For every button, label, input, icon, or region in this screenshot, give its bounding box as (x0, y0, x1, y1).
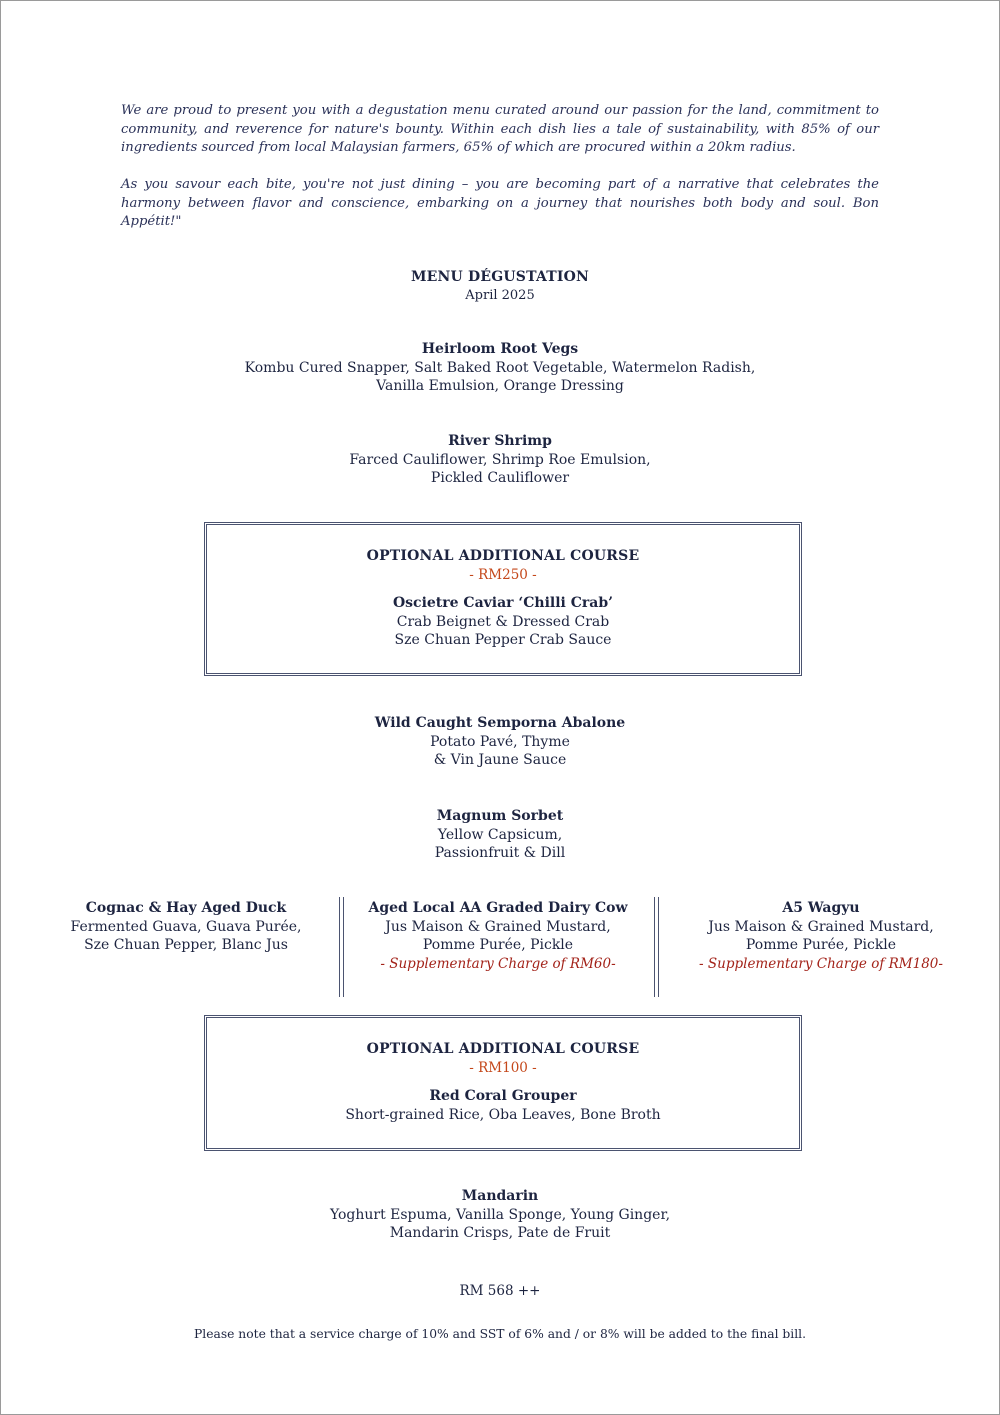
dish-description: Fermented Guava, Guava Purée, (70, 918, 302, 935)
price-text: RM 568 ++ (459, 1283, 541, 1299)
dish-description: Jus Maison & Grained Mustard, (708, 918, 934, 935)
dish-description: Jus Maison & Grained Mustard, (385, 918, 611, 935)
dish-description: Vanilla Emulsion, Orange Dressing (376, 378, 624, 394)
intro-text (121, 102, 879, 232)
dish-name: Oscietre Caviar ‘Chilli Crab’ (392, 595, 614, 611)
dish-description: Pickled Cauliflower (430, 470, 570, 486)
dish-name: Magnum Sorbet (436, 808, 564, 824)
dish-description: Crab Beignet & Dressed Crab (396, 613, 610, 630)
supplementary-charge: - Supplementary Charge of RM60- (380, 955, 616, 972)
dish-name: Mandarin (461, 1188, 539, 1204)
main-option-a5-wagyu (661, 899, 981, 973)
column-divider (654, 897, 659, 997)
dish-description: Short-grained Rice, Oba Leaves, Bone Broth (345, 1106, 661, 1123)
optional-heading: OPTIONAL ADDITIONAL COURSE (366, 1041, 640, 1057)
main-option-duck (40, 899, 332, 955)
dish-description: Farced Cauliflower, Shrimp Roe Emulsion, (349, 451, 651, 468)
dish-name: Cognac & Hay Aged Duck (85, 900, 287, 916)
dish-description: Kombu Cured Snapper, Salt Baked Root Vegetable, Watermelon Radish, (244, 359, 756, 376)
main-option-dairy-cow (345, 899, 651, 973)
dish-description: Passionfruit & Dill (434, 845, 566, 861)
course-river-shrimp (0, 432, 1000, 488)
column-divider (339, 897, 344, 997)
menu-price (0, 1282, 1000, 1301)
dish-description: Yoghurt Espuma, Vanilla Sponge, Young Ginger, (329, 1206, 671, 1223)
dish-name: Heirloom Root Vegs (421, 341, 579, 357)
optional-price: - RM250 - (469, 566, 537, 583)
dish-name: River Shrimp (448, 433, 552, 449)
course-abalone (0, 714, 1000, 770)
dish-name: A5 Wagyu (782, 900, 860, 916)
intro-paragraph-1: We are proud to present you with a degustation menu curated around our passion for the land, commitment to community, and reverence for nature's bounty. Within each dish lies a tale of sustainability, with 85% of our ingredients sourced from local Malaysian farmers, 65% of which are procured within a 20km radius. (121, 103, 879, 155)
dish-description: & Vin Jaune Sauce (433, 752, 567, 768)
dish-name: Wild Caught Semporna Abalone (374, 715, 626, 731)
optional-course-box-2 (204, 1015, 802, 1151)
dish-name: Aged Local AA Graded Dairy Cow (368, 900, 628, 916)
course-mandarin (0, 1187, 1000, 1243)
optional-heading: OPTIONAL ADDITIONAL COURSE (366, 548, 640, 564)
dish-description: Potato Pavé, Thyme (430, 733, 570, 750)
dish-description: Sze Chuan Pepper Crab Sauce (394, 632, 612, 648)
dish-name: Red Coral Grouper (429, 1088, 577, 1104)
menu-title: MENU DÉGUSTATION (410, 269, 590, 285)
dish-description: Mandarin Crisps, Pate de Fruit (389, 1225, 611, 1241)
dish-description: Sze Chuan Pepper, Blanc Jus (84, 937, 288, 953)
dish-description: Pomme Purée, Pickle (745, 937, 897, 953)
course-magnum-sorbet (0, 807, 1000, 863)
supplementary-charge: - Supplementary Charge of RM180- (699, 955, 943, 972)
intro-paragraph-2: As you savour each bite, you're not just dining – you are becoming part of a narrative that celebrates the harmony between flavor and conscience, embarking on a journey that nourishes both body and soul. Bon Appétit!" (121, 177, 879, 229)
course-heirloom-root-vegs (0, 340, 1000, 396)
service-charge-note: Please note that a service charge of 10% and SST of 6% and / or 8% will be added to the final bill. (194, 1327, 806, 1341)
optional-course-box-1 (204, 522, 802, 676)
optional-price: - RM100 - (469, 1059, 537, 1076)
menu-date: April 2025 (465, 287, 535, 303)
menu-header (0, 268, 1000, 305)
dish-description: Yellow Capsicum, (437, 826, 563, 843)
dish-description: Pomme Purée, Pickle (422, 937, 574, 953)
